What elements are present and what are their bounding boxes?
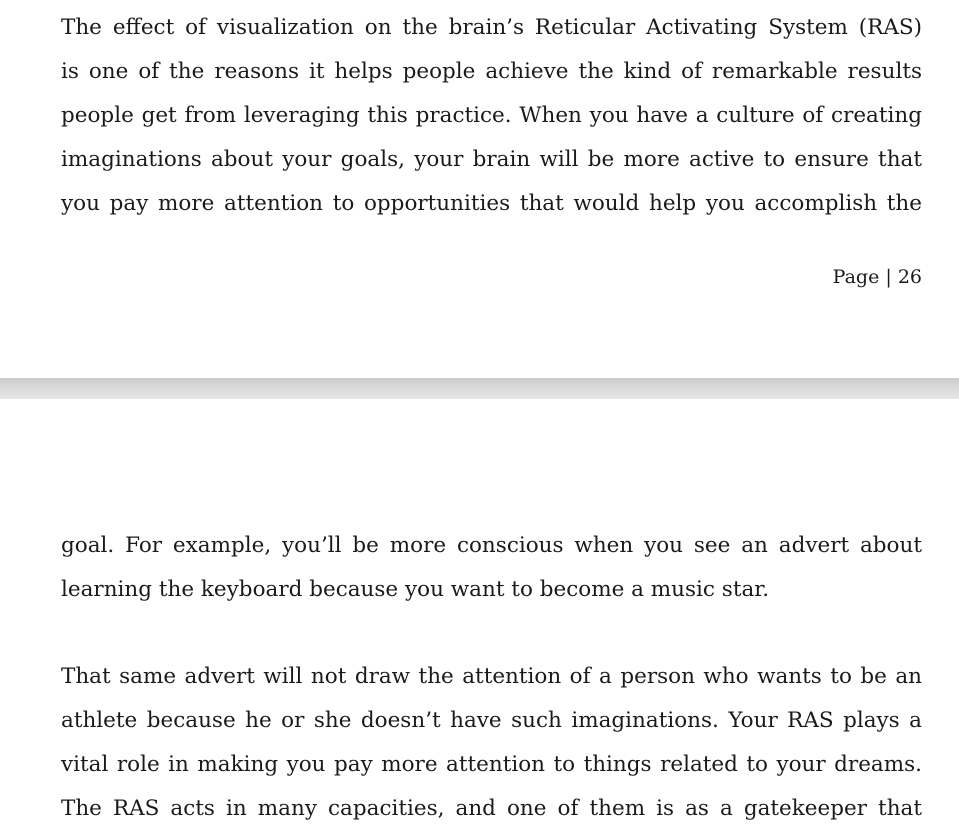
body-paragraph	[61, 524, 922, 612]
text-line: you pay more attention to opportunities that would help you accomplish the	[61, 191, 922, 216]
text-line: is one of the reasons it helps people achieve the kind of remarkable results	[61, 59, 922, 84]
page-separator	[0, 378, 959, 399]
text-line: imaginations about your goals, your brain will be more active to ensure that	[61, 147, 922, 172]
text-line: The effect of visualization on the brain’s Reticular Activating System (RAS)	[61, 15, 922, 40]
text-line: That same advert will not draw the attention of a person who wants to be an	[61, 664, 922, 689]
text-line: vital role in making you pay more attention to things related to your dreams.	[61, 752, 922, 777]
text-line: The RAS acts in many capacities, and one of them is as a gatekeeper that	[61, 796, 922, 821]
body-paragraph	[61, 6, 922, 226]
page-number-footer: Page | 26	[832, 266, 922, 288]
document-page-27	[0, 399, 959, 838]
body-paragraph	[61, 655, 922, 831]
document-page-26	[0, 0, 959, 378]
text-line: goal. For example, you’ll be more conscious when you see an advert about	[61, 533, 922, 558]
text-line: people get from leveraging this practice. When you have a culture of creating	[61, 103, 922, 128]
text-line: learning the keyboard because you want to become a music star.	[61, 577, 770, 602]
text-line: athlete because he or she doesn’t have such imaginations. Your RAS plays a	[61, 708, 922, 733]
